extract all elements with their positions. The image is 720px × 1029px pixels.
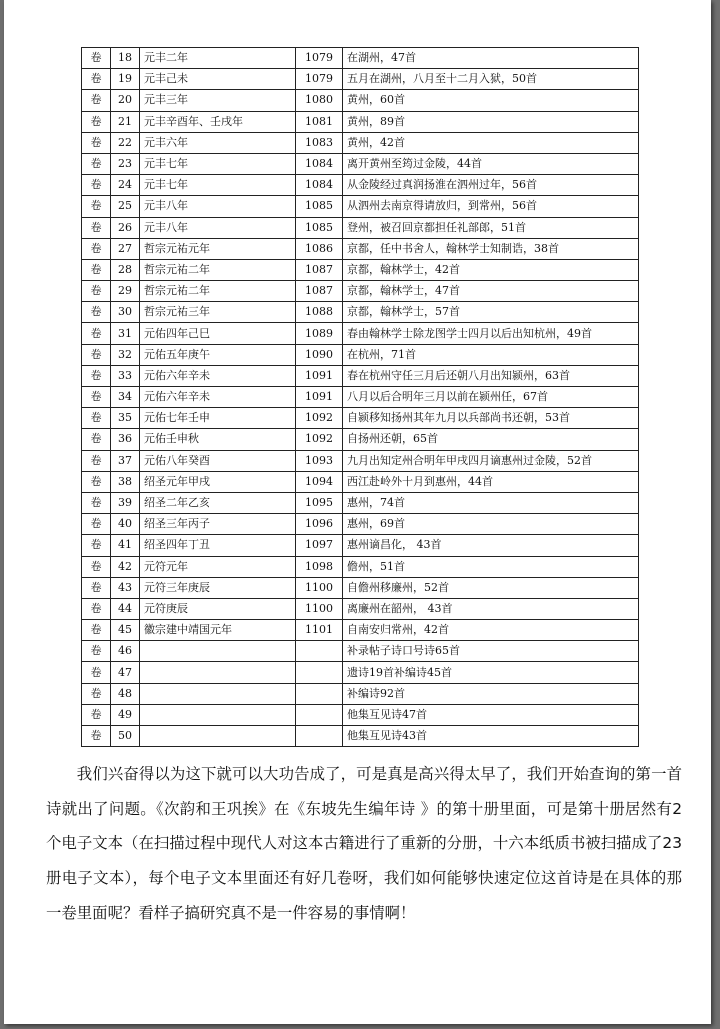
era-name-cell: 元符庚辰 bbox=[140, 598, 296, 619]
note-cell: 从泗州去南京得请放归，到常州，56首 bbox=[343, 196, 639, 217]
table-row bbox=[82, 429, 639, 450]
era-name-cell: 元丰七年 bbox=[140, 175, 296, 196]
table-row bbox=[82, 302, 639, 323]
era-name-cell: 元丰八年 bbox=[140, 196, 296, 217]
volume-label-cell: 卷 bbox=[82, 344, 111, 365]
note-cell: 他集互见诗47首 bbox=[343, 704, 639, 725]
table-row bbox=[82, 641, 639, 662]
table-row bbox=[82, 175, 639, 196]
year-cell: 1088 bbox=[296, 302, 343, 323]
era-name-cell: 绍圣四年丁丑 bbox=[140, 535, 296, 556]
table-row bbox=[82, 450, 639, 471]
chronology-table bbox=[81, 47, 639, 747]
table-row bbox=[82, 281, 639, 302]
year-cell: 1084 bbox=[296, 175, 343, 196]
volume-number-cell: 30 bbox=[111, 302, 140, 323]
volume-number-cell: 39 bbox=[111, 492, 140, 513]
volume-label-cell: 卷 bbox=[82, 281, 111, 302]
year-cell: 1096 bbox=[296, 514, 343, 535]
era-name-cell bbox=[140, 662, 296, 683]
year-cell: 1084 bbox=[296, 153, 343, 174]
table-row bbox=[82, 111, 639, 132]
volume-number-cell: 49 bbox=[111, 704, 140, 725]
table-row bbox=[82, 704, 639, 725]
era-name-cell: 元丰己未 bbox=[140, 69, 296, 90]
era-name-cell: 哲宗元祐二年 bbox=[140, 259, 296, 280]
volume-label-cell: 卷 bbox=[82, 111, 111, 132]
volume-number-cell: 29 bbox=[111, 281, 140, 302]
year-cell: 1100 bbox=[296, 598, 343, 619]
year-cell bbox=[296, 641, 343, 662]
note-cell: 在湖州，47首 bbox=[343, 48, 639, 69]
table-row bbox=[82, 344, 639, 365]
note-cell: 自儋州移廉州，52首 bbox=[343, 577, 639, 598]
era-name-cell: 哲宗元祐元年 bbox=[140, 238, 296, 259]
era-name-cell: 元丰七年 bbox=[140, 153, 296, 174]
table-row bbox=[82, 492, 639, 513]
note-cell: 五月在湖州，八月至十二月入狱，50首 bbox=[343, 69, 639, 90]
era-name-cell: 元佑六年辛未 bbox=[140, 365, 296, 386]
volume-label-cell: 卷 bbox=[82, 323, 111, 344]
volume-label-cell: 卷 bbox=[82, 514, 111, 535]
volume-label-cell: 卷 bbox=[82, 641, 111, 662]
note-cell: 惠州，69首 bbox=[343, 514, 639, 535]
year-cell: 1092 bbox=[296, 429, 343, 450]
era-name-cell: 元佑壬申秋 bbox=[140, 429, 296, 450]
table-row bbox=[82, 365, 639, 386]
note-cell: 自扬州还朝，65首 bbox=[343, 429, 639, 450]
volume-label-cell: 卷 bbox=[82, 726, 111, 747]
era-name-cell bbox=[140, 704, 296, 725]
year-cell: 1081 bbox=[296, 111, 343, 132]
era-name-cell: 绍圣元年甲戌 bbox=[140, 471, 296, 492]
note-cell: 黄州，42首 bbox=[343, 132, 639, 153]
volume-number-cell: 26 bbox=[111, 217, 140, 238]
volume-number-cell: 43 bbox=[111, 577, 140, 598]
volume-number-cell: 27 bbox=[111, 238, 140, 259]
volume-label-cell: 卷 bbox=[82, 365, 111, 386]
year-cell: 1079 bbox=[296, 69, 343, 90]
note-cell: 惠州谪昌化， 43首 bbox=[343, 535, 639, 556]
table-row bbox=[82, 90, 639, 111]
era-name-cell: 元佑五年庚午 bbox=[140, 344, 296, 365]
volume-label-cell: 卷 bbox=[82, 450, 111, 471]
year-cell: 1080 bbox=[296, 90, 343, 111]
era-name-cell: 哲宗元祐三年 bbox=[140, 302, 296, 323]
volume-label-cell: 卷 bbox=[82, 471, 111, 492]
volume-number-cell: 19 bbox=[111, 69, 140, 90]
era-name-cell: 元佑八年癸酉 bbox=[140, 450, 296, 471]
year-cell: 1087 bbox=[296, 281, 343, 302]
year-cell: 1079 bbox=[296, 48, 343, 69]
table-row bbox=[82, 238, 639, 259]
volume-label-cell: 卷 bbox=[82, 238, 111, 259]
era-name-cell bbox=[140, 641, 296, 662]
note-cell: 惠州，74首 bbox=[343, 492, 639, 513]
year-cell: 1098 bbox=[296, 556, 343, 577]
note-cell: 补录帖子诗口号诗65首 bbox=[343, 641, 639, 662]
note-cell: 离开黄州至筠过金陵，44首 bbox=[343, 153, 639, 174]
year-cell bbox=[296, 726, 343, 747]
volume-number-cell: 36 bbox=[111, 429, 140, 450]
body-paragraph: 我们兴奋得以为这下就可以大功告成了，可是真是高兴得太早了，我们开始查询的第一首诗就出了问题。《次韵和王巩挨》在《东坡先生编年诗 》的第十册里面，可是第十册居然有2个电子文本（在扫描过程中现代人对这本古籍进行了重新的分册，十六本纸质书被扫描成了23册电子文本），每个电子文本里面还有好几卷呀，我们如何能够快速定位这首诗是在具体的那一卷里面呢？看样子搞研究真不是一件容易的事情啊！ bbox=[46, 765, 682, 922]
year-cell bbox=[296, 704, 343, 725]
table-row bbox=[82, 69, 639, 90]
volume-label-cell: 卷 bbox=[82, 662, 111, 683]
volume-label-cell: 卷 bbox=[82, 153, 111, 174]
volume-label-cell: 卷 bbox=[82, 492, 111, 513]
era-name-cell: 元佑四年己巳 bbox=[140, 323, 296, 344]
volume-label-cell: 卷 bbox=[82, 683, 111, 704]
table-row bbox=[82, 259, 639, 280]
volume-label-cell: 卷 bbox=[82, 132, 111, 153]
era-name-cell: 元丰八年 bbox=[140, 217, 296, 238]
volume-number-cell: 41 bbox=[111, 535, 140, 556]
year-cell: 1100 bbox=[296, 577, 343, 598]
volume-number-cell: 50 bbox=[111, 726, 140, 747]
note-cell: 京都，任中书舍人，翰林学士知制诰，38首 bbox=[343, 238, 639, 259]
volume-label-cell: 卷 bbox=[82, 196, 111, 217]
era-name-cell: 哲宗元祐二年 bbox=[140, 281, 296, 302]
table-row bbox=[82, 556, 639, 577]
table-row bbox=[82, 726, 639, 747]
volume-number-cell: 18 bbox=[111, 48, 140, 69]
volume-number-cell: 47 bbox=[111, 662, 140, 683]
note-cell: 黄州，60首 bbox=[343, 90, 639, 111]
year-cell: 1083 bbox=[296, 132, 343, 153]
era-name-cell: 绍圣二年乙亥 bbox=[140, 492, 296, 513]
note-cell: 西江赴岭外十月到惠州，44首 bbox=[343, 471, 639, 492]
note-cell: 京都，翰林学士，42首 bbox=[343, 259, 639, 280]
volume-number-cell: 32 bbox=[111, 344, 140, 365]
volume-number-cell: 33 bbox=[111, 365, 140, 386]
era-name-cell: 元符三年庚辰 bbox=[140, 577, 296, 598]
volume-label-cell: 卷 bbox=[82, 175, 111, 196]
table-row bbox=[82, 471, 639, 492]
volume-number-cell: 37 bbox=[111, 450, 140, 471]
table-row bbox=[82, 598, 639, 619]
volume-label-cell: 卷 bbox=[82, 577, 111, 598]
year-cell: 1095 bbox=[296, 492, 343, 513]
volume-number-cell: 23 bbox=[111, 153, 140, 174]
table-row bbox=[82, 662, 639, 683]
table-row bbox=[82, 514, 639, 535]
era-name-cell: 元佑七年壬申 bbox=[140, 408, 296, 429]
year-cell: 1093 bbox=[296, 450, 343, 471]
year-cell: 1086 bbox=[296, 238, 343, 259]
era-name-cell: 元丰三年 bbox=[140, 90, 296, 111]
volume-label-cell: 卷 bbox=[82, 217, 111, 238]
era-name-cell: 绍圣三年丙子 bbox=[140, 514, 296, 535]
table-row bbox=[82, 620, 639, 641]
volume-number-cell: 38 bbox=[111, 471, 140, 492]
era-name-cell: 元丰二年 bbox=[140, 48, 296, 69]
volume-number-cell: 48 bbox=[111, 683, 140, 704]
note-cell: 儋州，51首 bbox=[343, 556, 639, 577]
year-cell bbox=[296, 662, 343, 683]
volume-number-cell: 24 bbox=[111, 175, 140, 196]
volume-label-cell: 卷 bbox=[82, 598, 111, 619]
volume-number-cell: 35 bbox=[111, 408, 140, 429]
volume-number-cell: 25 bbox=[111, 196, 140, 217]
volume-label-cell: 卷 bbox=[82, 556, 111, 577]
table-row bbox=[82, 408, 639, 429]
table-row bbox=[82, 387, 639, 408]
volume-label-cell: 卷 bbox=[82, 429, 111, 450]
table-row bbox=[82, 217, 639, 238]
volume-label-cell: 卷 bbox=[82, 535, 111, 556]
note-cell: 补编诗92首 bbox=[343, 683, 639, 704]
volume-number-cell: 28 bbox=[111, 259, 140, 280]
volume-label-cell: 卷 bbox=[82, 387, 111, 408]
table-row bbox=[82, 132, 639, 153]
year-cell: 1101 bbox=[296, 620, 343, 641]
note-cell: 自颍移知扬州其年九月以兵部尚书还朝，53首 bbox=[343, 408, 639, 429]
note-cell: 从金陵经过真润扬淮在泗州过年，56首 bbox=[343, 175, 639, 196]
note-cell: 八月以后合明年三月以前在颍州任，67首 bbox=[343, 387, 639, 408]
year-cell: 1094 bbox=[296, 471, 343, 492]
volume-number-cell: 22 bbox=[111, 132, 140, 153]
table-row bbox=[82, 577, 639, 598]
table-row bbox=[82, 153, 639, 174]
era-name-cell: 元符元年 bbox=[140, 556, 296, 577]
document-page bbox=[4, 0, 711, 1024]
note-cell: 离廉州在韶州， 43首 bbox=[343, 598, 639, 619]
volume-label-cell: 卷 bbox=[82, 620, 111, 641]
note-cell: 京都，翰林学士，47首 bbox=[343, 281, 639, 302]
volume-number-cell: 45 bbox=[111, 620, 140, 641]
note-cell: 春在杭州守任三月后还朝八月出知颍州，63首 bbox=[343, 365, 639, 386]
volume-number-cell: 21 bbox=[111, 111, 140, 132]
note-cell: 遗诗19首补编诗45首 bbox=[343, 662, 639, 683]
volume-label-cell: 卷 bbox=[82, 48, 111, 69]
volume-number-cell: 20 bbox=[111, 90, 140, 111]
year-cell: 1091 bbox=[296, 387, 343, 408]
table-row bbox=[82, 196, 639, 217]
note-cell: 自南安归常州，42首 bbox=[343, 620, 639, 641]
table-row bbox=[82, 323, 639, 344]
volume-number-cell: 31 bbox=[111, 323, 140, 344]
volume-number-cell: 42 bbox=[111, 556, 140, 577]
era-name-cell: 元佑六年辛未 bbox=[140, 387, 296, 408]
table-row bbox=[82, 683, 639, 704]
table-row bbox=[82, 48, 639, 69]
era-name-cell: 徽宗建中靖国元年 bbox=[140, 620, 296, 641]
volume-number-cell: 44 bbox=[111, 598, 140, 619]
era-name-cell: 元丰辛酉年、壬戌年 bbox=[140, 111, 296, 132]
note-cell: 黄州，89首 bbox=[343, 111, 639, 132]
year-cell: 1087 bbox=[296, 259, 343, 280]
era-name-cell bbox=[140, 726, 296, 747]
year-cell: 1085 bbox=[296, 196, 343, 217]
year-cell: 1092 bbox=[296, 408, 343, 429]
volume-label-cell: 卷 bbox=[82, 259, 111, 280]
year-cell: 1089 bbox=[296, 323, 343, 344]
volume-number-cell: 34 bbox=[111, 387, 140, 408]
year-cell: 1091 bbox=[296, 365, 343, 386]
volume-label-cell: 卷 bbox=[82, 704, 111, 725]
note-cell: 他集互见诗43首 bbox=[343, 726, 639, 747]
era-name-cell bbox=[140, 683, 296, 704]
volume-label-cell: 卷 bbox=[82, 90, 111, 111]
note-cell: 九月出知定州合明年甲戌四月谪惠州过金陵，52首 bbox=[343, 450, 639, 471]
table-row bbox=[82, 535, 639, 556]
chronology-table-body bbox=[82, 48, 639, 747]
year-cell: 1085 bbox=[296, 217, 343, 238]
note-cell: 春由翰林学士除龙图学士四月以后出知杭州，49首 bbox=[343, 323, 639, 344]
volume-label-cell: 卷 bbox=[82, 302, 111, 323]
volume-label-cell: 卷 bbox=[82, 69, 111, 90]
year-cell: 1097 bbox=[296, 535, 343, 556]
volume-label-cell: 卷 bbox=[82, 408, 111, 429]
volume-number-cell: 46 bbox=[111, 641, 140, 662]
era-name-cell: 元丰六年 bbox=[140, 132, 296, 153]
note-cell: 在杭州，71首 bbox=[343, 344, 639, 365]
note-cell: 登州，被召回京都担任礼部郎，51首 bbox=[343, 217, 639, 238]
volume-number-cell: 40 bbox=[111, 514, 140, 535]
year-cell bbox=[296, 683, 343, 704]
year-cell: 1090 bbox=[296, 344, 343, 365]
note-cell: 京都，翰林学士，57首 bbox=[343, 302, 639, 323]
